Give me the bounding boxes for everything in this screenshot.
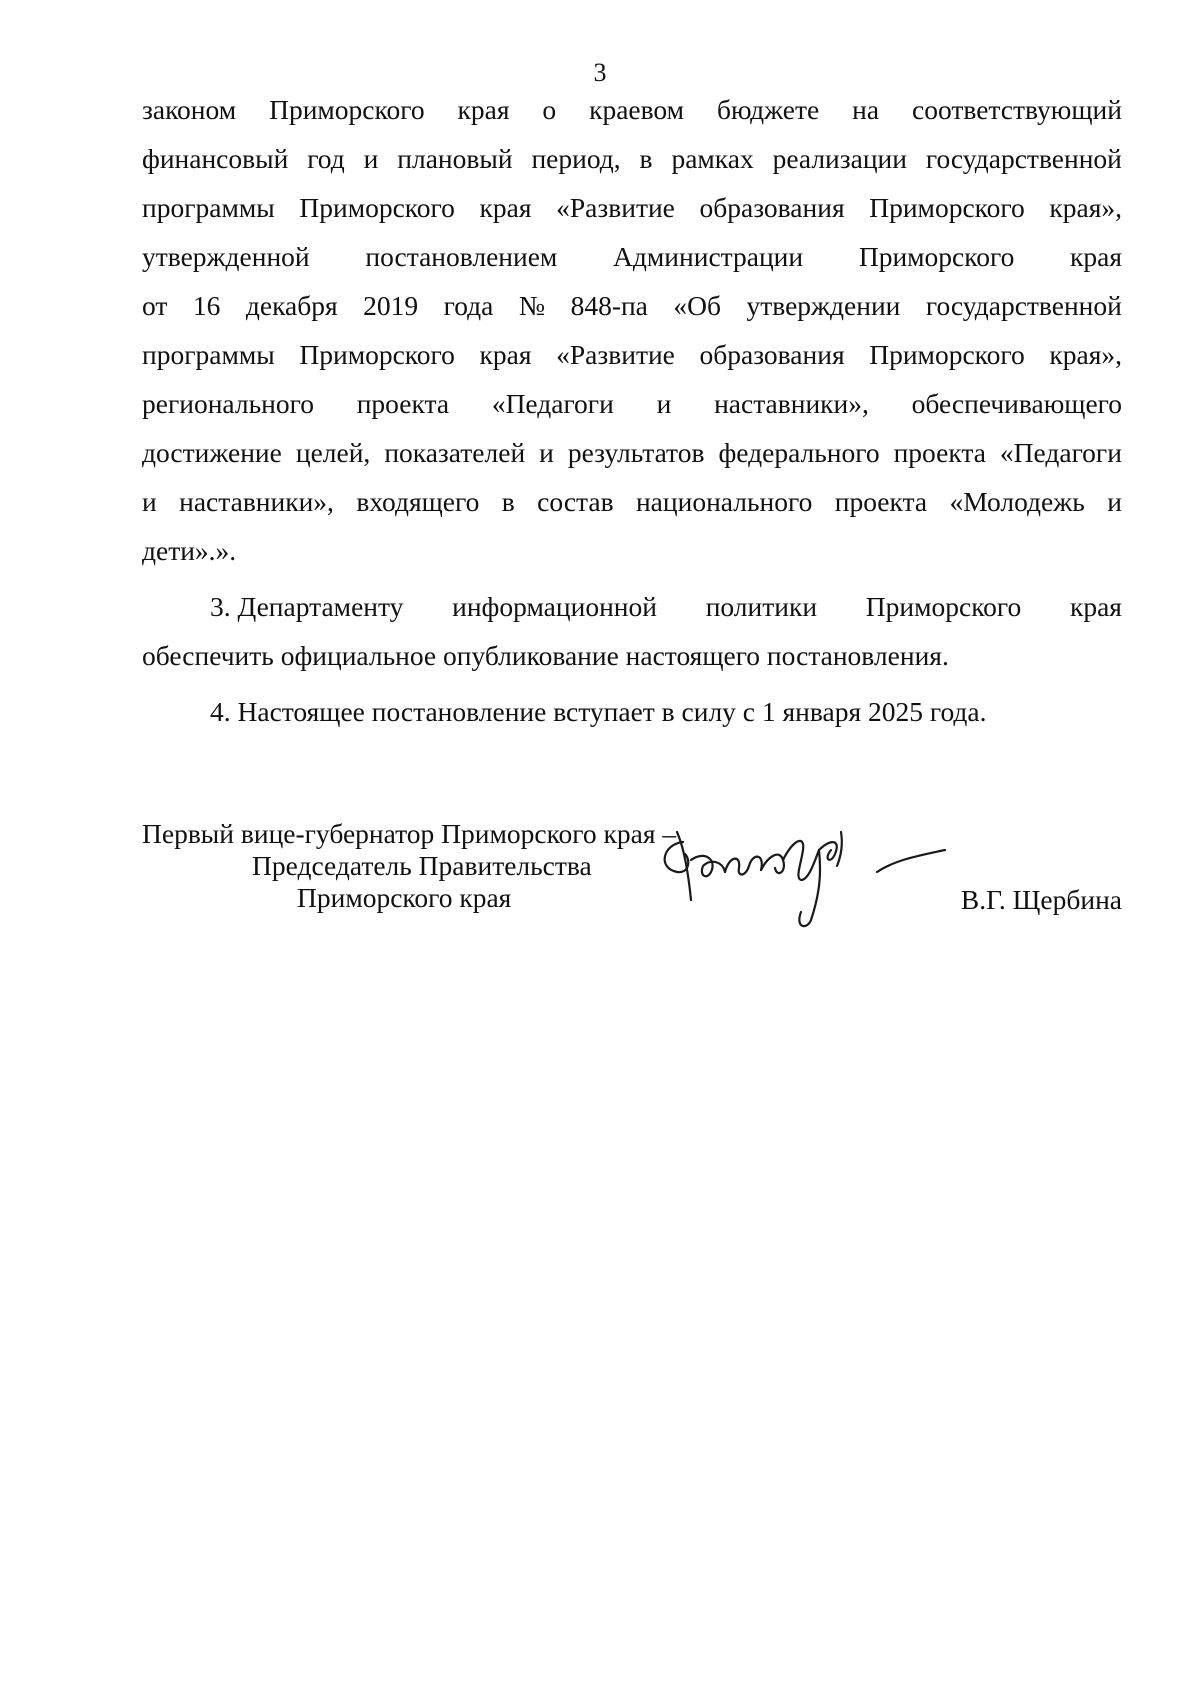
text-line-9 — [142, 477, 1122, 526]
word: государственной — [925, 290, 1122, 321]
word: состав — [537, 486, 614, 517]
word: государственной — [925, 143, 1122, 174]
word: бюджете — [717, 94, 820, 125]
paragraph-continued — [142, 85, 1122, 526]
word: от — [142, 290, 168, 321]
paragraph-4: 4. Настоящее постановление вступает в силу с 1 января 2025 года. — [210, 696, 987, 727]
word: края», — [1049, 192, 1122, 223]
word: плановый — [397, 143, 513, 174]
word: Администрации — [613, 241, 804, 272]
handwritten-signature — [655, 820, 955, 940]
word: 16 — [192, 290, 221, 321]
word: Приморского — [869, 339, 1025, 370]
paragraph-3-line-2: обеспечить официальное опубликование настоящего постановления. — [142, 640, 949, 671]
word: и — [142, 486, 157, 517]
word: «Об — [673, 290, 721, 321]
word: утверждении — [746, 290, 901, 321]
text-line-7 — [142, 379, 1122, 428]
word: наставники», — [179, 486, 334, 517]
word: рамках — [671, 143, 754, 174]
text-line-5 — [142, 281, 1122, 330]
word: на — [852, 94, 880, 125]
text-line-1 — [142, 85, 1122, 134]
word: «Педагоги — [491, 388, 614, 419]
word: входящего — [356, 486, 480, 517]
word: края — [1070, 241, 1122, 272]
word: 848-па — [570, 290, 648, 321]
word: реализации — [772, 143, 907, 174]
word: края — [479, 339, 532, 370]
word: Приморского — [299, 192, 455, 223]
word: образования — [699, 339, 845, 370]
text-line-8 — [142, 428, 1122, 477]
word: и — [1107, 486, 1122, 517]
word: края — [479, 192, 532, 223]
word: края — [457, 94, 510, 125]
word: и — [539, 437, 554, 468]
word: целей, — [295, 437, 371, 468]
word: № — [518, 290, 546, 321]
word: и — [363, 143, 379, 174]
paragraph-3-line-1 — [142, 582, 1122, 631]
word: достижение — [142, 437, 282, 468]
word: проекта — [356, 388, 450, 419]
word: программы — [142, 192, 275, 223]
word: показателей — [384, 437, 526, 468]
word: Приморского — [865, 591, 1022, 622]
word: национального — [635, 486, 813, 517]
word: политики — [705, 591, 818, 622]
word: обеспечивающего — [911, 388, 1122, 419]
signer-title-line-3: Приморского края — [297, 882, 512, 913]
word: постановлением — [365, 241, 558, 272]
word: Приморского — [858, 241, 1015, 272]
signer-title-line-2: Председатель Правительства — [252, 850, 592, 881]
word: «Педагоги — [999, 437, 1122, 468]
word: «Развитие — [556, 192, 675, 223]
word: финансовый — [142, 143, 289, 174]
word: декабря — [245, 290, 338, 321]
word: «Развитие — [556, 339, 675, 370]
word: 3. Департаменту — [210, 591, 404, 622]
signer-name: В.Г. Щербина — [960, 884, 1122, 915]
text-line-last: дети».». — [142, 535, 237, 566]
word: краевом — [589, 94, 685, 125]
word: Приморского — [269, 94, 425, 125]
word: Приморского — [869, 192, 1025, 223]
text-line-3 — [142, 183, 1122, 232]
word: проекта — [834, 486, 928, 517]
word: и — [656, 388, 672, 419]
word: год — [307, 143, 345, 174]
text-line-6 — [142, 330, 1122, 379]
word: законом — [142, 94, 237, 125]
word: образования — [699, 192, 845, 223]
word: наставники», — [714, 388, 869, 419]
word: проекта — [893, 437, 986, 468]
word: результатов — [567, 437, 705, 468]
word: 2019 — [363, 290, 419, 321]
page-number: 3 — [593, 58, 607, 87]
document-body — [142, 85, 1122, 736]
word: Приморского — [299, 339, 455, 370]
word: соответствующий — [912, 94, 1122, 125]
word: период, — [531, 143, 621, 174]
text-line-4 — [142, 232, 1122, 281]
word: о — [542, 94, 557, 125]
word: «Молодежь — [949, 486, 1085, 517]
word: регионального — [142, 388, 314, 419]
text-line-2 — [142, 134, 1122, 183]
word: федерального — [718, 437, 880, 468]
word: в — [639, 143, 653, 174]
word: года — [443, 290, 494, 321]
word: информационной — [452, 591, 657, 622]
word: программы — [142, 339, 275, 370]
word: в — [501, 486, 515, 517]
word: края — [1069, 591, 1122, 622]
word: утвержденной — [142, 241, 310, 272]
word: края», — [1049, 339, 1122, 370]
signer-title-line-1: Первый вице-губернатор Приморского края – — [142, 818, 677, 849]
